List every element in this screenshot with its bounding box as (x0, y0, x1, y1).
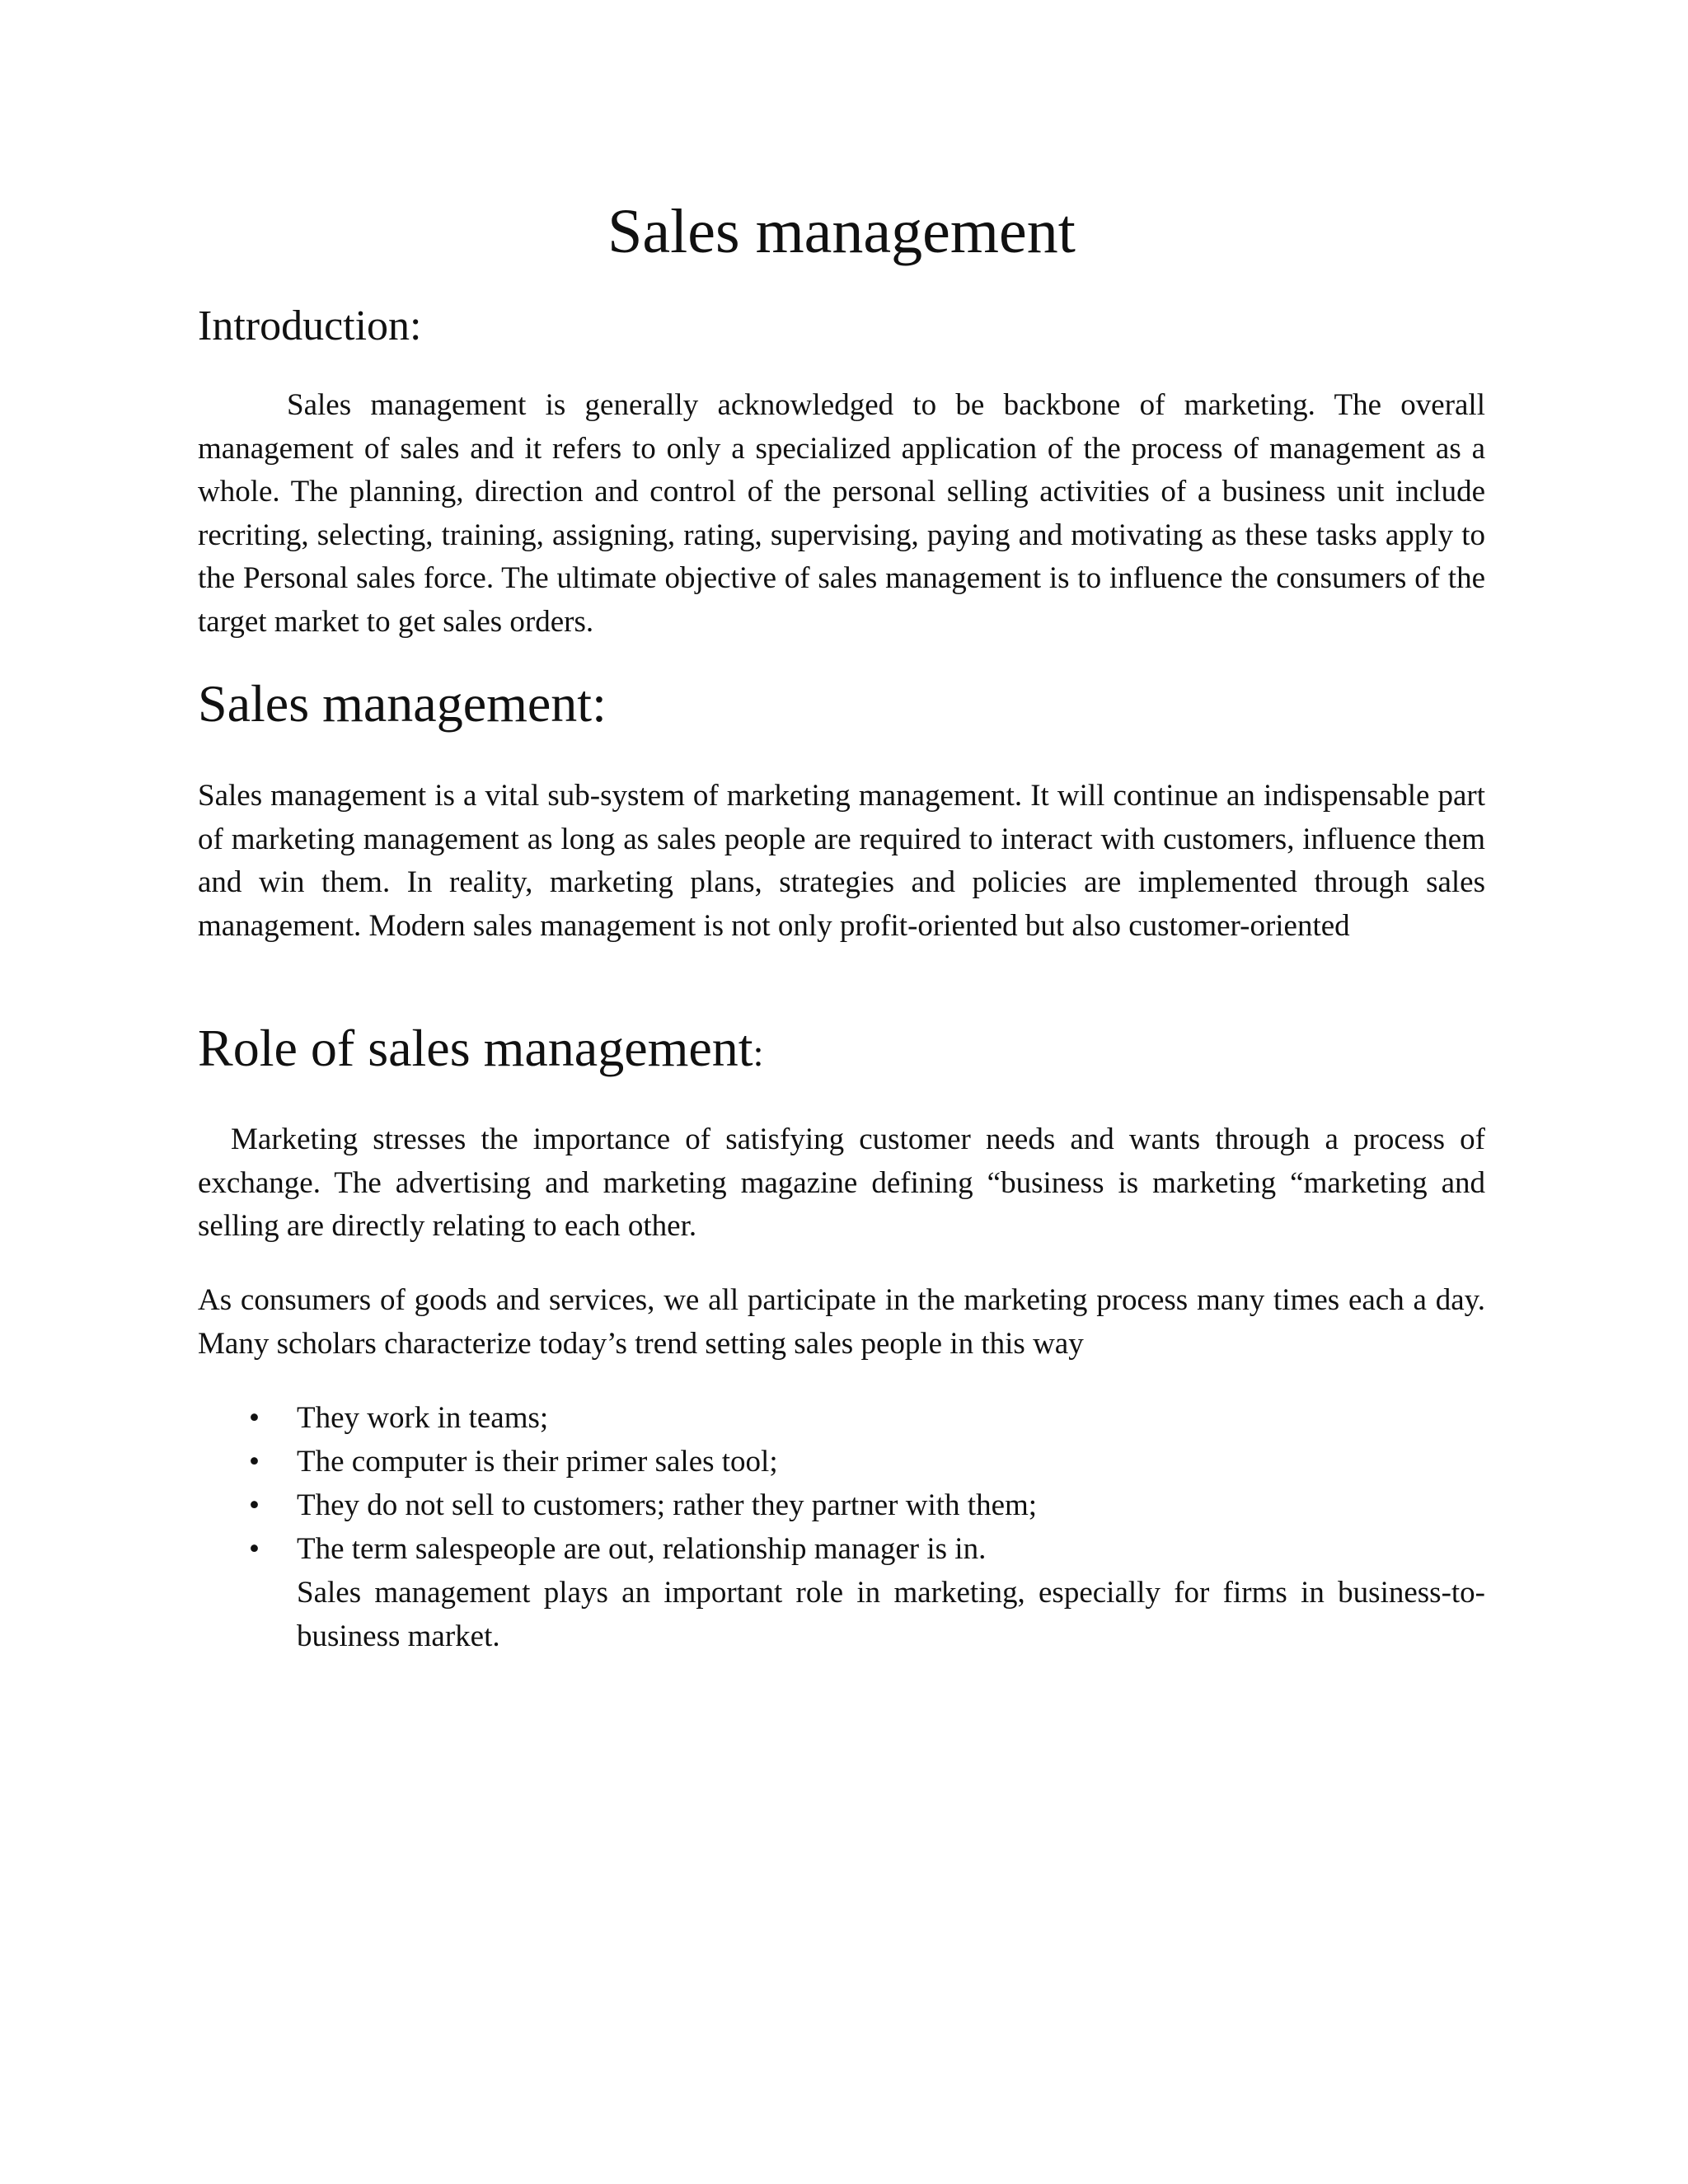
role-paragraph-1: Marketing stresses the importance of satisfying customer needs and wants through a process of exchange. The advertising and marketing magazine defining “business is marketing “marketing and selling are directly relating to each other. (198, 1122, 1485, 1243)
list-item (198, 1527, 1485, 1658)
introduction-paragraph: Sales management is generally acknowledged to be backbone of marketing. The overall management of sales and it refers to only a specialized application of the process of management as a whole. The planning, direction and control of the personal selling activities of a business unit include recriting, selecting, training, assigning, rating, supervising, paying and motivating as these tasks apply to the Personal sales force. The ultimate objective of sales management is to influence the consumers of the target market to get sales orders. (198, 388, 1485, 639)
introduction-heading: Introduction: (198, 302, 422, 349)
sales-management-heading: Sales management: (198, 674, 607, 733)
list-item-text: The term salespeople are out, relationship manager is in. (297, 1532, 987, 1566)
list-item (198, 1440, 1485, 1483)
trend-list (198, 1396, 1485, 1658)
list-item-text: They work in teams; (297, 1401, 549, 1435)
list-item (198, 1396, 1485, 1440)
page-title: Sales management (607, 197, 1076, 266)
sales-management-paragraph: Sales management is a vital sub-system of marketing management. It will continue an indispensable part of marketing management as long as sales people are required to interact with customers, influence them and win them. In reality, marketing plans, strategies and policies are implemented through sales management. Modern sales management is not only profit-oriented but also customer-oriented (198, 779, 1485, 943)
closing-paragraph: Sales management plays an important role in marketing, especially for firms in business-to-business market. (297, 1576, 1485, 1653)
list-item (198, 1483, 1485, 1527)
list-item-text: They do not sell to customers; rather they partner with them; (297, 1488, 1038, 1522)
bullet-icon: • (249, 1488, 260, 1522)
role-paragraph-2: As consumers of goods and services, we all participate in the marketing process many times each a day. Many scholars characterize today’s trend setting sales people in this way (198, 1283, 1485, 1361)
role-heading (198, 1017, 763, 1085)
bullet-icon: • (249, 1445, 260, 1479)
role-heading-text: Role of sales management (198, 1019, 753, 1077)
list-item-text: The computer is their primer sales tool; (297, 1445, 778, 1479)
bullet-icon: • (249, 1532, 260, 1566)
role-heading-colon: : (753, 1032, 764, 1074)
bullet-icon: • (249, 1401, 260, 1435)
